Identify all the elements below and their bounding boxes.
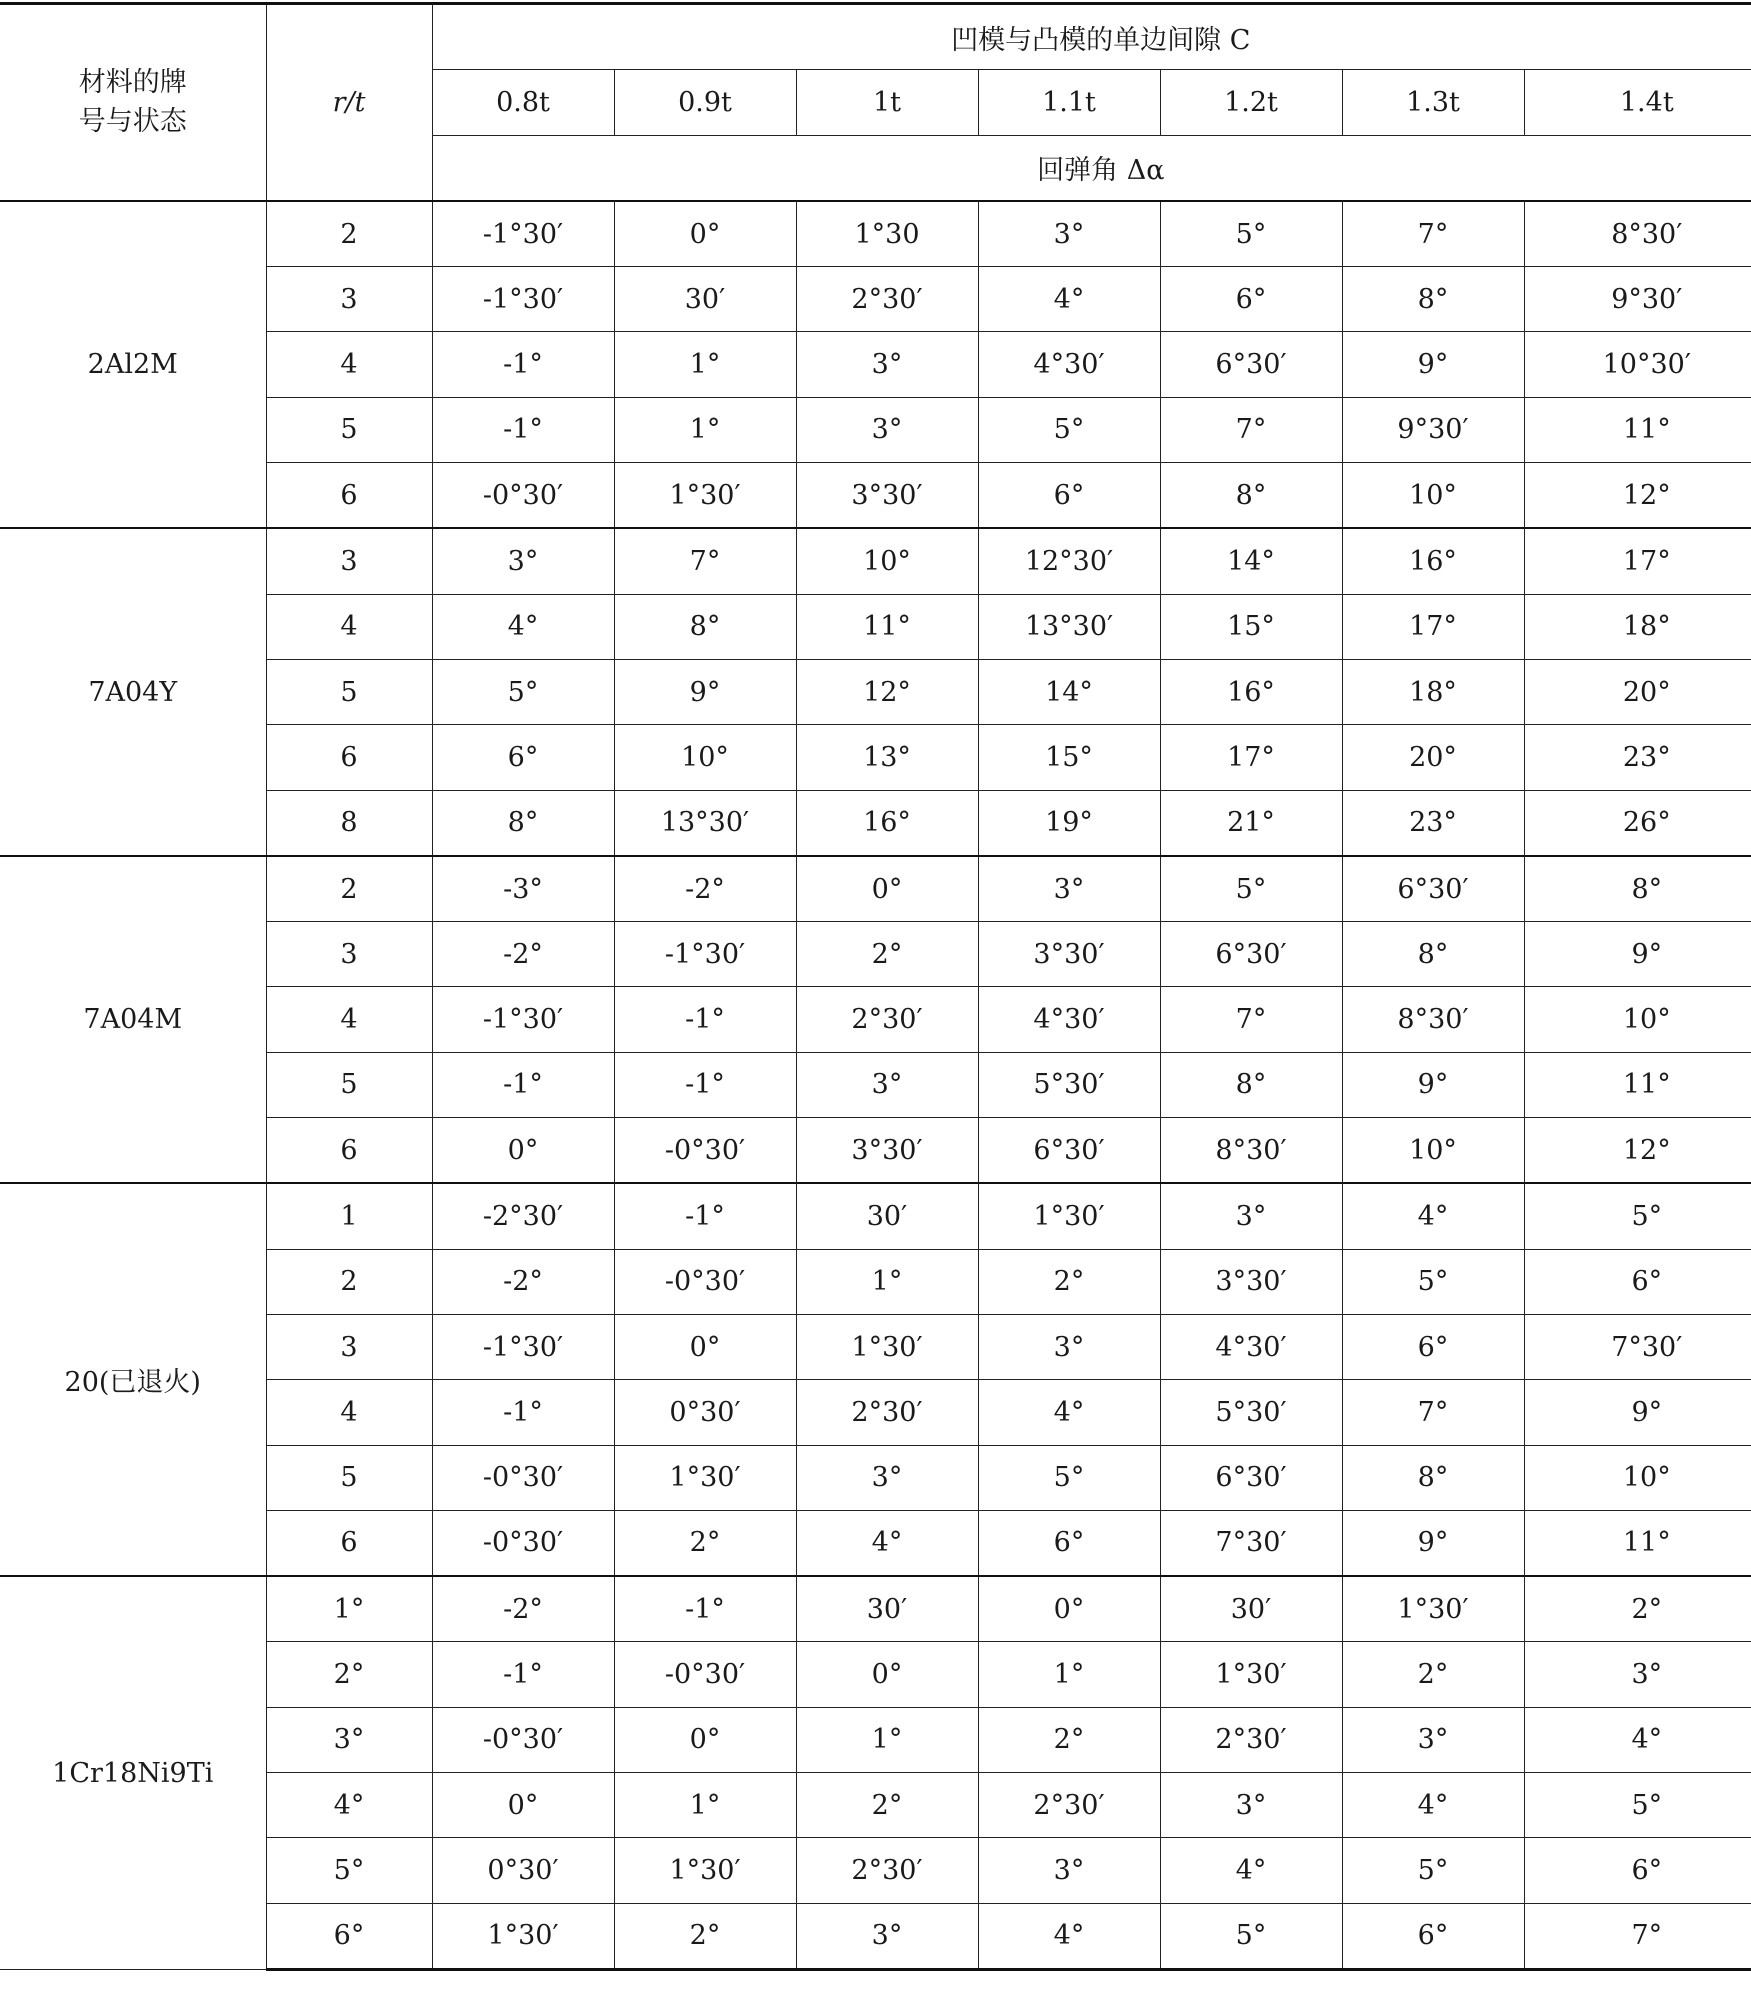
- springback-value-cell: -0°30′: [432, 1707, 614, 1772]
- springback-value-cell: 6°30′: [1160, 922, 1342, 987]
- springback-value-cell: 10°: [1524, 987, 1751, 1052]
- springback-value-cell: 7°30′: [1160, 1510, 1342, 1576]
- springback-value-cell: 2°: [1342, 1642, 1524, 1707]
- springback-value-cell: -0°30′: [432, 463, 614, 529]
- springback-value-cell: 7°: [1342, 201, 1524, 267]
- material-header-line2: 号与状态: [78, 106, 187, 138]
- springback-value-cell: 8°: [1160, 463, 1342, 529]
- rt-cell: 5: [266, 397, 432, 462]
- rt-cell: 1°: [266, 1576, 432, 1642]
- springback-value-cell: 5°: [1342, 1249, 1524, 1314]
- springback-value-cell: 4°30′: [978, 332, 1160, 397]
- springback-value-cell: 19°: [978, 790, 1160, 856]
- springback-value-cell: -1°30′: [432, 1314, 614, 1379]
- springback-value-cell: -0°30′: [614, 1118, 796, 1184]
- springback-value-cell: 6°: [1524, 1249, 1751, 1314]
- springback-value-cell: 0°30′: [432, 1838, 614, 1903]
- springback-value-cell: 4°: [978, 267, 1160, 332]
- springback-value-cell: 10°: [1342, 463, 1524, 529]
- springback-value-cell: -1°: [432, 397, 614, 462]
- springback-value-cell: 8°: [1160, 1052, 1342, 1117]
- springback-value-cell: 2°30′: [978, 1773, 1160, 1838]
- springback-value-cell: 3°: [978, 856, 1160, 922]
- springback-value-cell: 7°: [614, 528, 796, 594]
- springback-value-cell: -2°: [432, 1576, 614, 1642]
- springback-value-cell: -1°: [614, 1183, 796, 1249]
- springback-value-cell: 23°: [1342, 790, 1524, 856]
- springback-value-cell: 30′: [1160, 1576, 1342, 1642]
- springback-value-cell: 15°: [978, 725, 1160, 790]
- material-cell: 7A04Y: [0, 528, 266, 855]
- rt-cell: 2°: [266, 1642, 432, 1707]
- springback-value-cell: 6°30′: [978, 1118, 1160, 1184]
- springback-value-cell: 2°: [614, 1903, 796, 1969]
- springback-value-cell: 5°: [1160, 201, 1342, 267]
- springback-value-cell: 4°: [1160, 1838, 1342, 1903]
- springback-value-cell: -3°: [432, 856, 614, 922]
- springback-value-cell: 1°: [614, 397, 796, 462]
- springback-value-cell: 7°: [1160, 987, 1342, 1052]
- springback-value-cell: -1°: [432, 332, 614, 397]
- springback-value-cell: 5°: [1160, 856, 1342, 922]
- springback-value-cell: 7°: [1160, 397, 1342, 462]
- springback-value-cell: 6°30′: [1342, 856, 1524, 922]
- springback-value-cell: 3°: [796, 1445, 978, 1510]
- material-header-cell: [0, 4, 266, 201]
- springback-value-cell: 6°: [1342, 1903, 1524, 1969]
- springback-value-cell: 5°: [1342, 1838, 1524, 1903]
- clearance-col-header: 1.1t: [978, 70, 1160, 135]
- springback-value-cell: -1°: [432, 1642, 614, 1707]
- clearance-header: 凹模与凸模的单边间隙 C: [432, 4, 1751, 70]
- table-row: [0, 1576, 1751, 1642]
- springback-value-cell: 4°: [1342, 1773, 1524, 1838]
- springback-value-cell: 15°: [1160, 594, 1342, 659]
- springback-value-cell: 7°: [1342, 1380, 1524, 1445]
- springback-value-cell: -1°: [432, 1380, 614, 1445]
- springback-value-cell: 8°: [432, 790, 614, 856]
- material-cell: 7A04M: [0, 856, 266, 1183]
- rt-cell: 4°: [266, 1773, 432, 1838]
- springback-angle-table: [0, 2, 1751, 1971]
- springback-value-cell: 16°: [1160, 659, 1342, 724]
- rt-cell: 6: [266, 725, 432, 790]
- springback-value-cell: 1°30′: [1342, 1576, 1524, 1642]
- springback-value-cell: 17°: [1524, 528, 1751, 594]
- springback-value-cell: -1°: [614, 987, 796, 1052]
- springback-value-cell: 3°: [1160, 1773, 1342, 1838]
- springback-value-cell: 9°: [1342, 332, 1524, 397]
- springback-value-cell: 3°30′: [1160, 1249, 1342, 1314]
- springback-value-cell: 9°: [1524, 922, 1751, 987]
- springback-value-cell: 0°: [432, 1773, 614, 1838]
- clearance-col-header: 0.8t: [432, 70, 614, 135]
- rt-cell: 8: [266, 790, 432, 856]
- springback-value-cell: 3°: [796, 332, 978, 397]
- material-header-line1: 材料的牌: [78, 67, 187, 99]
- springback-value-cell: 8°30′: [1342, 987, 1524, 1052]
- springback-value-cell: -1°30′: [432, 267, 614, 332]
- table-header: [0, 4, 1751, 201]
- header-row-clearance: [0, 4, 1751, 70]
- springback-value-cell: 5°: [1160, 1903, 1342, 1969]
- springback-value-cell: 2°: [796, 922, 978, 987]
- springback-value-cell: 13°: [796, 725, 978, 790]
- springback-value-cell: 3°30′: [796, 463, 978, 529]
- springback-value-cell: 8°: [1342, 922, 1524, 987]
- springback-value-cell: 3°: [796, 1052, 978, 1117]
- springback-value-cell: -0°30′: [432, 1510, 614, 1576]
- springback-value-cell: 11°: [1524, 1510, 1751, 1576]
- springback-value-cell: 8°: [1524, 856, 1751, 922]
- springback-value-cell: 6°30′: [1160, 1445, 1342, 1510]
- springback-value-cell: 7°: [1524, 1903, 1751, 1969]
- springback-value-cell: 18°: [1524, 594, 1751, 659]
- springback-value-cell: 3°30′: [796, 1118, 978, 1184]
- springback-value-cell: 30′: [796, 1183, 978, 1249]
- springback-value-cell: 4°: [432, 594, 614, 659]
- springback-value-cell: 0°: [796, 856, 978, 922]
- springback-value-cell: 5°: [1524, 1773, 1751, 1838]
- springback-value-cell: 9°: [614, 659, 796, 724]
- springback-value-cell: -2°: [432, 1249, 614, 1314]
- springback-value-cell: 2°30′: [796, 267, 978, 332]
- springback-value-cell: 3°: [978, 1314, 1160, 1379]
- rt-cell: 6: [266, 463, 432, 529]
- springback-value-cell: 6°30′: [1160, 332, 1342, 397]
- springback-value-cell: 14°: [1160, 528, 1342, 594]
- springback-value-cell: 4°: [978, 1380, 1160, 1445]
- springback-value-cell: 9°: [1342, 1052, 1524, 1117]
- springback-value-cell: 10°: [796, 528, 978, 594]
- springback-value-cell: -1°30′: [614, 922, 796, 987]
- springback-header: 回弹角 Δα: [432, 135, 1751, 201]
- springback-value-cell: 16°: [796, 790, 978, 856]
- springback-value-cell: 14°: [978, 659, 1160, 724]
- springback-value-cell: 10°30′: [1524, 332, 1751, 397]
- springback-value-cell: 11°: [1524, 1052, 1751, 1117]
- springback-value-cell: 9°: [1342, 1510, 1524, 1576]
- springback-value-cell: -2°: [432, 922, 614, 987]
- springback-value-cell: 0°: [978, 1576, 1160, 1642]
- springback-value-cell: -1°30′: [432, 201, 614, 267]
- springback-value-cell: 0°: [614, 1314, 796, 1379]
- springback-value-cell: 2°30′: [796, 987, 978, 1052]
- springback-value-cell: 10°: [1524, 1445, 1751, 1510]
- springback-value-cell: 1°30′: [614, 1838, 796, 1903]
- springback-value-cell: 10°: [614, 725, 796, 790]
- clearance-col-header: 0.9t: [614, 70, 796, 135]
- clearance-col-header: 1t: [796, 70, 978, 135]
- springback-value-cell: 5°: [432, 659, 614, 724]
- springback-value-cell: 1°30′: [978, 1183, 1160, 1249]
- springback-value-cell: 2°30′: [796, 1380, 978, 1445]
- springback-value-cell: 3°: [796, 397, 978, 462]
- springback-value-cell: 11°: [796, 594, 978, 659]
- rt-cell: 3: [266, 267, 432, 332]
- springback-value-cell: 4°30′: [978, 987, 1160, 1052]
- springback-value-cell: 2°: [978, 1249, 1160, 1314]
- rt-cell: 4: [266, 594, 432, 659]
- springback-value-cell: 6°: [978, 1510, 1160, 1576]
- springback-value-cell: 1°: [978, 1642, 1160, 1707]
- springback-value-cell: 2°: [978, 1707, 1160, 1772]
- springback-value-cell: 1°30′: [796, 1314, 978, 1379]
- springback-value-cell: 8°: [614, 594, 796, 659]
- springback-value-cell: 9°: [1524, 1380, 1751, 1445]
- rt-cell: 1: [266, 1183, 432, 1249]
- springback-value-cell: 6°: [1160, 267, 1342, 332]
- rt-cell: 5: [266, 659, 432, 724]
- springback-value-cell: 8°30′: [1524, 201, 1751, 267]
- springback-value-cell: 12°: [796, 659, 978, 724]
- springback-value-cell: -1°30′: [432, 987, 614, 1052]
- springback-value-cell: 11°: [1524, 397, 1751, 462]
- springback-value-cell: -2°: [614, 856, 796, 922]
- springback-value-cell: 5°30′: [978, 1052, 1160, 1117]
- springback-value-cell: 17°: [1342, 594, 1524, 659]
- springback-value-cell: 21°: [1160, 790, 1342, 856]
- springback-value-cell: 5°: [978, 1445, 1160, 1510]
- clearance-col-header: 1.2t: [1160, 70, 1342, 135]
- springback-value-cell: 4°: [1524, 1707, 1751, 1772]
- rt-cell: 3: [266, 1314, 432, 1379]
- springback-value-cell: 3°: [432, 528, 614, 594]
- springback-value-cell: 7°30′: [1524, 1314, 1751, 1379]
- springback-value-cell: 8°: [1342, 1445, 1524, 1510]
- springback-value-cell: 0°: [614, 201, 796, 267]
- rt-cell: 2: [266, 856, 432, 922]
- rt-cell: 4: [266, 1380, 432, 1445]
- springback-value-cell: 13°30′: [978, 594, 1160, 659]
- springback-value-cell: 20°: [1342, 725, 1524, 790]
- rt-cell: 4: [266, 332, 432, 397]
- springback-value-cell: 4°: [1342, 1183, 1524, 1249]
- springback-value-cell: 6°: [1342, 1314, 1524, 1379]
- springback-value-cell: 4°: [796, 1510, 978, 1576]
- springback-value-cell: 6°: [432, 725, 614, 790]
- springback-value-cell: 8°: [1342, 267, 1524, 332]
- springback-value-cell: 9°30′: [1342, 397, 1524, 462]
- springback-value-cell: 30′: [796, 1576, 978, 1642]
- rt-cell: 3: [266, 922, 432, 987]
- rt-cell: 5: [266, 1052, 432, 1117]
- table-row: [0, 856, 1751, 922]
- table-row: [0, 1183, 1751, 1249]
- springback-value-cell: 8°30′: [1160, 1118, 1342, 1184]
- springback-value-cell: 1°30′: [432, 1903, 614, 1969]
- springback-value-cell: 2°: [796, 1773, 978, 1838]
- springback-value-cell: 1°30′: [614, 463, 796, 529]
- springback-value-cell: -1°: [614, 1576, 796, 1642]
- material-cell: 1Cr18Ni9Ti: [0, 1576, 266, 1969]
- springback-value-cell: -0°30′: [614, 1249, 796, 1314]
- rt-cell: 5: [266, 1445, 432, 1510]
- springback-value-cell: 1°30: [796, 201, 978, 267]
- springback-value-cell: 3°: [1342, 1707, 1524, 1772]
- springback-value-cell: 1°: [796, 1249, 978, 1314]
- springback-value-cell: 2°30′: [796, 1838, 978, 1903]
- springback-value-cell: 5°: [978, 397, 1160, 462]
- springback-value-cell: 1°30′: [1160, 1642, 1342, 1707]
- table-row: [0, 528, 1751, 594]
- table-row: [0, 201, 1751, 267]
- springback-value-cell: 12°: [1524, 1118, 1751, 1184]
- springback-value-cell: 3°: [978, 201, 1160, 267]
- springback-value-cell: 12°30′: [978, 528, 1160, 594]
- rt-cell: 2: [266, 1249, 432, 1314]
- springback-value-cell: 16°: [1342, 528, 1524, 594]
- springback-value-cell: 2°: [1524, 1576, 1751, 1642]
- springback-value-cell: 3°: [796, 1903, 978, 1969]
- springback-value-cell: 10°: [1342, 1118, 1524, 1184]
- rt-cell: 5°: [266, 1838, 432, 1903]
- springback-value-cell: 1°: [614, 332, 796, 397]
- springback-value-cell: 0°: [432, 1118, 614, 1184]
- springback-value-cell: 0°: [614, 1707, 796, 1772]
- springback-value-cell: 1°: [796, 1707, 978, 1772]
- springback-value-cell: 5°: [1524, 1183, 1751, 1249]
- springback-value-cell: 26°: [1524, 790, 1751, 856]
- springback-value-cell: 3°: [978, 1838, 1160, 1903]
- rt-cell: 6: [266, 1118, 432, 1184]
- rt-cell: 6°: [266, 1903, 432, 1969]
- springback-value-cell: 3°: [1524, 1642, 1751, 1707]
- springback-value-cell: 4°: [978, 1903, 1160, 1969]
- springback-value-cell: 0°30′: [614, 1380, 796, 1445]
- rt-cell: 2: [266, 201, 432, 267]
- rt-cell: 3: [266, 528, 432, 594]
- rt-cell: 4: [266, 987, 432, 1052]
- rt-cell: 6: [266, 1510, 432, 1576]
- springback-value-cell: -1°: [614, 1052, 796, 1117]
- rt-cell: 3°: [266, 1707, 432, 1772]
- springback-value-cell: 18°: [1342, 659, 1524, 724]
- springback-value-cell: -1°: [432, 1052, 614, 1117]
- rt-header: r/t: [266, 4, 432, 201]
- table-body: [0, 201, 1751, 1970]
- springback-value-cell: 6°: [1524, 1838, 1751, 1903]
- springback-value-cell: 5°30′: [1160, 1380, 1342, 1445]
- springback-value-cell: 0°: [796, 1642, 978, 1707]
- springback-value-cell: 20°: [1524, 659, 1751, 724]
- springback-value-cell: -2°30′: [432, 1183, 614, 1249]
- springback-value-cell: 2°: [614, 1510, 796, 1576]
- springback-value-cell: 6°: [978, 463, 1160, 529]
- springback-value-cell: 30′: [614, 267, 796, 332]
- springback-value-cell: -0°30′: [432, 1445, 614, 1510]
- material-cell: 20(已退火): [0, 1183, 266, 1576]
- springback-value-cell: 3°: [1160, 1183, 1342, 1249]
- springback-value-cell: 9°30′: [1524, 267, 1751, 332]
- springback-value-cell: 4°30′: [1160, 1314, 1342, 1379]
- clearance-col-header: 1.3t: [1342, 70, 1524, 135]
- springback-value-cell: 1°: [614, 1773, 796, 1838]
- springback-value-cell: 2°30′: [1160, 1707, 1342, 1772]
- springback-value-cell: 17°: [1160, 725, 1342, 790]
- material-cell: 2Al2M: [0, 201, 266, 528]
- springback-value-cell: 13°30′: [614, 790, 796, 856]
- springback-value-cell: 23°: [1524, 725, 1751, 790]
- springback-value-cell: 1°30′: [614, 1445, 796, 1510]
- springback-value-cell: 3°30′: [978, 922, 1160, 987]
- springback-value-cell: 12°: [1524, 463, 1751, 529]
- clearance-col-header: 1.4t: [1524, 70, 1751, 135]
- springback-value-cell: -0°30′: [614, 1642, 796, 1707]
